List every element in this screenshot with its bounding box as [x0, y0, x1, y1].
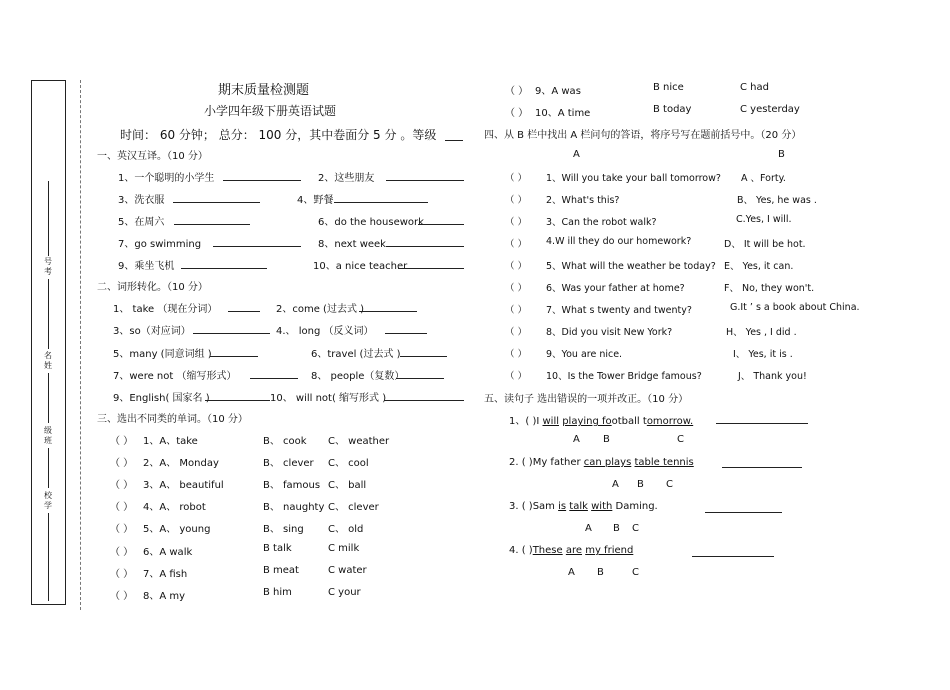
name-line: [48, 373, 49, 423]
s3-row-n: 8、A my: [143, 591, 186, 602]
s2-blank-5[interactable]: [210, 356, 258, 357]
s3-row-b: B nice: [653, 82, 684, 93]
s3-row-n: 5、A、 young: [143, 524, 211, 535]
s4-answer: B、 Yes, he was .: [737, 195, 817, 206]
s3-row-b: B、 clever: [263, 458, 314, 469]
s3-row-n: 4、A、 robot: [143, 502, 206, 513]
s2-blank-3[interactable]: [193, 333, 270, 334]
s3-answer-bracket[interactable]: （ ）: [505, 86, 529, 97]
id-line-lower: [48, 279, 49, 349]
s3-answer-bracket[interactable]: （ ）: [110, 591, 134, 602]
s4-question: 1、Will you take your ball tomorrow?: [546, 173, 721, 184]
s4-answer: D、 It will be hot.: [724, 239, 806, 250]
s4-answer: C.Yes, I will.: [736, 214, 792, 225]
s5-q3-option-a: is: [558, 501, 567, 512]
s4-answer-bracket[interactable]: （ ）: [505, 305, 528, 316]
s4-question: 2、What's this?: [546, 195, 620, 206]
s3-row-c: C、 weather: [328, 436, 390, 447]
s1-blank-8[interactable]: [386, 246, 464, 247]
s3-row-n: 2、A、 Monday: [143, 458, 219, 469]
s4-answer-bracket[interactable]: （ ）: [505, 195, 528, 206]
section1-heading: 一、英汉互译。（10 分）: [97, 151, 208, 162]
s5-q3-option-b: talk: [569, 501, 588, 512]
s4-col-a: A: [573, 149, 580, 160]
s4-answer: G.It ’ s a book about China.: [730, 302, 860, 313]
s1-blank-1[interactable]: [223, 180, 301, 181]
s1-item-2: 2、这些朋友: [318, 173, 375, 184]
s3-row-n: 6、A walk: [143, 547, 193, 558]
s2-item-8: 8、 people（复数）: [311, 371, 405, 382]
s5-q3-num: 3. ( ): [509, 501, 533, 512]
s2-item-4: 4.、 long （反义词）: [276, 326, 374, 337]
s1-item-9: 9、乘坐飞机: [118, 261, 175, 272]
section3-heading: 三、选出不同类的单词。（10 分）: [97, 414, 248, 425]
s5-q4-label-a: A: [568, 567, 575, 578]
s4-answer-bracket[interactable]: （ ）: [505, 349, 528, 360]
s3-answer-bracket[interactable]: （ ）: [110, 524, 134, 535]
s5-q1-label-a: A: [573, 434, 580, 445]
s3-row-c: C your: [328, 587, 361, 598]
s5-q2-option-ab: can plays: [583, 457, 632, 468]
s1-item-3: 3、洗衣服: [118, 195, 165, 206]
school-line: [48, 513, 49, 601]
s5-q1-option-c: omorrow.: [646, 416, 694, 427]
s3-answer-bracket[interactable]: （ ）: [110, 436, 134, 447]
s1-item-8: 8、next week: [318, 239, 386, 250]
s5-q1-label-b: B: [603, 434, 610, 445]
id-line: [48, 181, 49, 256]
s2-blank-2[interactable]: [359, 311, 417, 312]
s3-answer-bracket[interactable]: （ ）: [110, 480, 134, 491]
s3-row-c: C had: [740, 82, 769, 93]
s1-blank-10[interactable]: [398, 268, 464, 269]
s3-row-b: B、 naughty: [263, 502, 325, 513]
s2-item-6: 6、travel (过去式 ): [311, 349, 401, 360]
s4-question: 5、What will the weather be today?: [546, 261, 716, 272]
page-subtitle: 小学四年级下册英语试题: [204, 104, 337, 118]
s2-item-10: 10、 will not( 缩写形式 ): [270, 393, 387, 404]
s1-item-6: 6、do the housework: [318, 217, 424, 228]
s5-q1-text-3: otball t: [611, 416, 647, 427]
s3-answer-bracket[interactable]: （ ）: [110, 458, 134, 469]
s5-q2-num: 2. ( ): [509, 457, 533, 468]
section4-heading: 四、从 B 栏中找出 A 栏问句的答语，将序号写在题前括号中。（20 分）: [484, 130, 802, 141]
s4-answer-bracket[interactable]: （ ）: [505, 371, 528, 382]
s5-q3: [509, 501, 658, 512]
s5-q3-label-a: A: [585, 523, 592, 534]
s5-q4: [509, 545, 633, 556]
s4-answer-bracket[interactable]: （ ）: [505, 217, 528, 228]
s4-answer: F、 No, they won't.: [724, 283, 815, 294]
id-label: 号考: [44, 257, 52, 276]
s3-answer-bracket[interactable]: （ ）: [110, 569, 134, 580]
s4-question: 3、Can the robot walk?: [546, 217, 657, 228]
s3-row-c: C、 clever: [328, 502, 379, 513]
s1-item-4: 4、野餐: [297, 195, 334, 206]
s3-row-b: B talk: [263, 543, 292, 554]
s4-question: 10、Is the Tower Bridge famous?: [546, 371, 702, 382]
s1-blank-9[interactable]: [181, 268, 267, 269]
s3-row-n: 1、A、take: [143, 436, 198, 447]
s5-q4-correction-blank[interactable]: [692, 556, 774, 557]
s3-row-c: C、 ball: [328, 480, 367, 491]
s5-q1-text-1: I: [536, 416, 543, 427]
s5-q4-label-c: C: [632, 567, 639, 578]
s4-question: 6、Was your father at home?: [546, 283, 685, 294]
s1-blank-2[interactable]: [386, 180, 464, 181]
s3-row-c: C milk: [328, 543, 360, 554]
s3-row-b: B、 sing: [263, 524, 304, 535]
s4-question: 7、What s twenty and twenty?: [546, 305, 692, 316]
s4-answer: I、 Yes, it is .: [733, 349, 793, 360]
s2-item-7: 7、were not （缩写形式）: [113, 371, 237, 382]
s5-q4-option-c: my friend: [585, 545, 634, 556]
s1-item-5: 5、在周六: [118, 217, 165, 228]
s2-blank-8[interactable]: [396, 378, 444, 379]
s4-question: 4.W ill they do our homework?: [546, 236, 692, 247]
s3-row-b: B、 cook: [263, 436, 307, 447]
s5-q4-label-b: B: [597, 567, 604, 578]
s3-row-b: B today: [653, 104, 692, 115]
section5-heading: 五、读句子 选出错误的一项并改正。（10 分）: [484, 394, 689, 405]
s4-answer-bracket[interactable]: （ ）: [505, 283, 528, 294]
s3-row-b: B meat: [263, 565, 299, 576]
s3-answer-bracket[interactable]: （ ）: [505, 108, 529, 119]
s5-q1-label-c: C: [677, 434, 684, 445]
s5-q2-text-1: My father: [532, 457, 584, 468]
s4-answer: A 、Forty.: [741, 173, 786, 184]
s5-q4-option-b: are: [565, 545, 583, 556]
s5-q3-text-1: Sam: [532, 501, 559, 512]
s2-blank-6[interactable]: [400, 356, 447, 357]
s5-q1-correction-blank[interactable]: [716, 423, 808, 424]
s2-item-9: 9、English( 国家名 ): [113, 393, 210, 404]
s5-q3-correction-blank[interactable]: [705, 512, 782, 513]
s4-answer-bracket[interactable]: （ ）: [505, 173, 528, 184]
s3-row-b: B、 famous: [263, 480, 321, 491]
s5-q2-correction-blank[interactable]: [722, 467, 802, 468]
s5-q1: [509, 412, 693, 427]
s5-q1-option-b: playing fo: [562, 416, 612, 427]
s3-row-c: C、 old: [328, 524, 364, 535]
s4-answer: J、 Thank you!: [738, 371, 807, 382]
s5-q2-label-c: C: [666, 479, 673, 490]
s2-item-5: 5、many (同意词组 ): [113, 349, 212, 360]
s5-q4-num: 4. ( ): [509, 545, 533, 556]
s2-item-3: 3、so（对应词）: [113, 326, 191, 337]
grade-blank[interactable]: [445, 140, 463, 141]
class-line: [48, 448, 49, 488]
s3-row-n: 3、A、 beautiful: [143, 480, 224, 491]
s5-q4-option-a: These: [532, 545, 563, 556]
s1-blank-3[interactable]: [173, 202, 260, 203]
s2-blank-1[interactable]: [228, 311, 260, 312]
s4-answer-bracket[interactable]: （ ）: [505, 327, 528, 338]
s5-q1-option-a: will: [542, 416, 559, 427]
s1-blank-6[interactable]: [418, 224, 464, 225]
s3-row-n: 7、A fish: [143, 569, 188, 580]
s1-blank-4[interactable]: [334, 202, 428, 203]
s1-item-1: 1、一个聪明的小学生: [118, 173, 215, 184]
s2-item-2: 2、come (过去式 ): [276, 304, 365, 315]
s5-q3-label-c: C: [632, 523, 639, 534]
s2-blank-4[interactable]: [385, 333, 427, 334]
s3-row-c: C water: [328, 565, 367, 576]
section2-heading: 二、词形转化。（10 分）: [97, 282, 208, 293]
s2-blank-9[interactable]: [205, 400, 270, 401]
s1-blank-5[interactable]: [174, 224, 250, 225]
s3-row-b: B him: [263, 587, 292, 598]
school-label: 校学: [44, 491, 52, 510]
s5-q2: [509, 457, 694, 468]
s1-blank-7[interactable]: [213, 246, 301, 247]
s1-item-10: 10、a nice teacher: [313, 261, 408, 272]
s5-q2-label-a: A: [612, 479, 619, 490]
s5-q3-label-b: B: [613, 523, 620, 534]
name-label: 名姓: [44, 351, 52, 370]
s5-q2-option-c: table tennis: [634, 457, 694, 468]
s4-question: 9、You are nice.: [546, 349, 623, 360]
s5-q2-label-b: B: [637, 479, 644, 490]
s4-col-b: B: [778, 149, 785, 160]
s1-item-7: 7、go swimming: [118, 239, 202, 250]
s5-q3-text-4: Daming.: [612, 501, 658, 512]
s4-answer-bracket[interactable]: （ ）: [505, 239, 528, 250]
s4-answer-bracket[interactable]: （ ）: [505, 261, 528, 272]
class-label: 级班: [44, 426, 52, 445]
s5-q1-num: 1、( ): [509, 416, 537, 427]
s2-item-1: 1、 take （现在分词）: [113, 304, 218, 315]
s3-row-c: C yesterday: [740, 104, 800, 115]
s5-q3-option-c: with: [591, 501, 613, 512]
s4-answer: H、 Yes , I did .: [726, 327, 797, 338]
s2-blank-7[interactable]: [250, 378, 298, 379]
s3-row-n: 10、A time: [535, 108, 591, 119]
exam-info: 时间： 60 分钟； 总分： 100 分，其中卷面分 5 分 。等级: [120, 128, 437, 142]
s4-answer: E、 Yes, it can.: [724, 261, 794, 272]
s4-question: 8、Did you visit New York?: [546, 327, 673, 338]
binding-strip: [31, 80, 66, 605]
s3-row-c: C、 cool: [328, 458, 369, 469]
s3-row-n: 9、A was: [535, 86, 581, 97]
s3-answer-bracket[interactable]: （ ）: [110, 547, 134, 558]
page-title: 期末质量检测题: [218, 83, 310, 98]
cut-line: [80, 80, 81, 610]
s3-answer-bracket[interactable]: （ ）: [110, 502, 134, 513]
s2-blank-10[interactable]: [384, 400, 464, 401]
